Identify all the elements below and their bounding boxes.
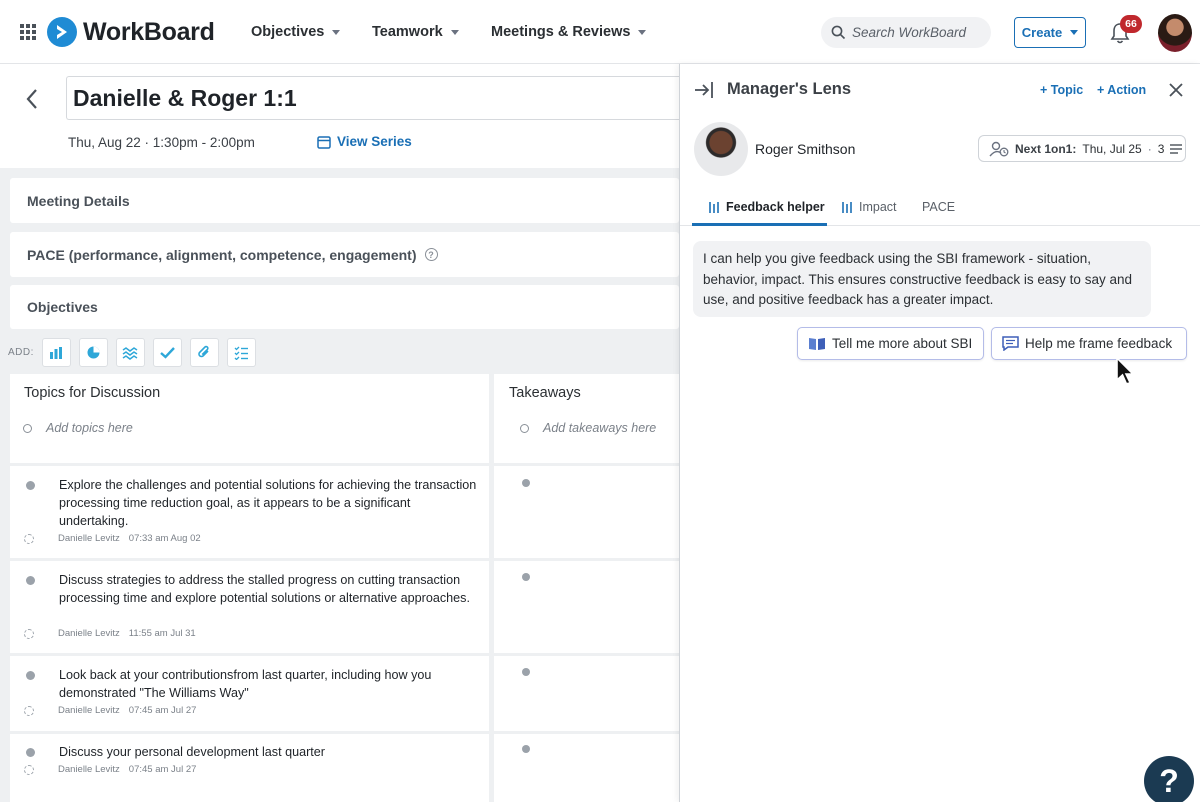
pie-chart-icon bbox=[86, 345, 101, 360]
divider bbox=[10, 463, 679, 466]
close-icon[interactable] bbox=[1169, 77, 1183, 103]
topic-author: Danielle Levitz bbox=[58, 628, 120, 639]
calendar-icon bbox=[317, 135, 331, 149]
meeting-main bbox=[0, 64, 679, 802]
tab-pace[interactable]: PACE bbox=[922, 200, 956, 214]
circle-icon bbox=[520, 424, 529, 433]
divider bbox=[10, 653, 679, 656]
sync-icon bbox=[24, 534, 34, 544]
nav-teamwork[interactable]: Teamwork bbox=[372, 24, 459, 40]
sliders-icon bbox=[841, 201, 853, 214]
meeting-datetime: Thu, Aug 22 · 1:30pm - 2:00pm bbox=[68, 135, 255, 150]
waves-icon bbox=[122, 346, 138, 360]
checkmark-icon bbox=[160, 346, 175, 359]
add-wave-button[interactable] bbox=[116, 338, 145, 367]
add-attachment-button[interactable] bbox=[190, 338, 219, 367]
takeaways-title: Takeaways bbox=[509, 385, 581, 401]
nav-objectives[interactable]: Objectives bbox=[251, 24, 340, 40]
meeting-details-section[interactable]: Meeting Details bbox=[10, 178, 679, 223]
bullet-icon bbox=[26, 748, 35, 757]
takeaway-bullet-icon bbox=[522, 479, 530, 487]
book-icon bbox=[808, 336, 826, 351]
help-button[interactable]: ? bbox=[1144, 756, 1194, 802]
topic-text: Explore the challenges and potential solutions for achieving the transaction processing time reduction goal, as it appears to be a significant undertaking. bbox=[59, 478, 477, 528]
topic-text: Discuss strategies to address the stalled progress on cutting transaction processing time and explore potential solutions or alternative approaches. bbox=[59, 573, 470, 605]
help-icon[interactable]: ? bbox=[425, 248, 438, 261]
next-count: 3 bbox=[1157, 141, 1165, 156]
topic-time: 11:55 am Jul 31 bbox=[128, 628, 196, 639]
add-label: ADD: bbox=[8, 347, 34, 358]
add-topic-input[interactable]: Add topics here bbox=[23, 421, 133, 435]
chevron-down-icon bbox=[638, 30, 646, 35]
user-avatar[interactable] bbox=[1158, 14, 1192, 52]
person-photo bbox=[694, 122, 748, 176]
bullet-icon bbox=[26, 481, 35, 490]
workboard-logo[interactable] bbox=[47, 17, 215, 47]
bullet-icon bbox=[26, 576, 35, 585]
view-series-link[interactable]: View Series bbox=[317, 134, 412, 149]
lens-tabs bbox=[680, 188, 1200, 226]
topic-author: Danielle Levitz bbox=[58, 533, 120, 544]
topic-author: Danielle Levitz bbox=[58, 764, 120, 775]
managers-lens-panel bbox=[679, 64, 1200, 802]
search-icon bbox=[831, 25, 846, 40]
back-arrow-icon[interactable] bbox=[25, 86, 39, 117]
topic-time: 07:45 am Jul 27 bbox=[128, 705, 197, 716]
takeaway-bullet-icon bbox=[522, 745, 530, 753]
help-frame-feedback-button[interactable]: Help me frame feedback bbox=[991, 327, 1187, 360]
topic-time: 07:33 am Aug 02 bbox=[128, 533, 201, 544]
workboard-logo-icon bbox=[47, 17, 77, 47]
active-tab-indicator bbox=[692, 223, 827, 226]
next-date: Thu, Jul 25 bbox=[1082, 141, 1142, 156]
person-clock-icon bbox=[989, 141, 1009, 157]
topic-item[interactable] bbox=[24, 571, 484, 651]
app-grid-icon[interactable] bbox=[20, 24, 36, 40]
circle-icon bbox=[23, 424, 32, 433]
chevron-down-icon bbox=[451, 30, 459, 35]
takeaway-bullet-icon bbox=[522, 668, 530, 676]
topics-title: Topics for Discussion bbox=[24, 385, 161, 401]
pace-section[interactable]: PACE (performance, alignment, competence, engagement) ? bbox=[10, 232, 679, 277]
topic-author: Danielle Levitz bbox=[58, 705, 120, 716]
bullet-icon bbox=[26, 671, 35, 680]
chevron-down-icon bbox=[1070, 30, 1078, 35]
add-takeaway-input[interactable]: Add takeaways here bbox=[520, 421, 656, 435]
search-box[interactable] bbox=[821, 17, 991, 48]
add-topic-button[interactable]: + Topic bbox=[1040, 83, 1084, 97]
next-label: Next 1on1: bbox=[1015, 141, 1077, 156]
add-pie-chart-button[interactable] bbox=[79, 338, 108, 367]
brand-name: WorkBoard bbox=[83, 17, 215, 46]
chat-icon bbox=[1002, 336, 1019, 351]
search-input[interactable] bbox=[852, 25, 982, 40]
topic-item[interactable] bbox=[24, 476, 484, 556]
top-nav-bar bbox=[0, 0, 1200, 64]
takeaways-panel bbox=[494, 374, 679, 802]
checklist-icon bbox=[234, 345, 249, 360]
tab-feedback-helper[interactable]: Feedback helper bbox=[708, 200, 825, 214]
list-icon bbox=[1170, 144, 1182, 154]
topic-time: 07:45 am Jul 27 bbox=[128, 764, 197, 775]
add-checklist-button[interactable] bbox=[227, 338, 256, 367]
sync-icon bbox=[24, 706, 34, 716]
sync-icon bbox=[24, 629, 34, 639]
tell-me-more-sbi-button[interactable]: Tell me more about SBI bbox=[797, 327, 984, 360]
takeaway-bullet-icon bbox=[522, 573, 530, 581]
next-1on1-pill[interactable]: Next 1on1: Thu, Jul 25 · 3 bbox=[978, 135, 1186, 162]
mouse-cursor-icon bbox=[1115, 356, 1137, 388]
tab-impact[interactable]: Impact bbox=[841, 200, 897, 214]
nav-meetings-reviews[interactable]: Meetings & Reviews bbox=[491, 24, 646, 40]
topic-item[interactable] bbox=[24, 743, 484, 793]
person-name: Roger Smithson bbox=[755, 141, 856, 157]
lens-title: Manager's Lens bbox=[727, 80, 852, 98]
topic-item[interactable] bbox=[24, 666, 484, 726]
meeting-title[interactable]: Danielle & Roger 1:1 bbox=[66, 76, 679, 120]
sync-icon bbox=[24, 765, 34, 775]
collapse-panel-icon[interactable] bbox=[694, 81, 714, 99]
topic-text: Look back at your contributionsfrom last quarter, including how you demonstrated "The Williams Way" bbox=[59, 668, 432, 700]
create-button[interactable]: Create bbox=[1014, 17, 1086, 48]
add-check-button[interactable] bbox=[153, 338, 182, 367]
bar-chart-icon bbox=[49, 346, 63, 360]
meeting-header bbox=[0, 64, 679, 168]
paperclip-icon bbox=[197, 345, 211, 360]
topic-text: Discuss your personal development last quarter bbox=[59, 745, 325, 759]
sliders-icon bbox=[708, 201, 720, 214]
divider bbox=[10, 731, 679, 734]
add-action-button[interactable]: + Action bbox=[1097, 83, 1147, 97]
add-toolbar bbox=[8, 338, 256, 367]
objectives-section[interactable]: Objectives bbox=[10, 285, 679, 329]
divider bbox=[10, 558, 679, 561]
notification-badge: 66 bbox=[1120, 15, 1142, 33]
chevron-down-icon bbox=[332, 30, 340, 35]
add-bar-chart-button[interactable] bbox=[42, 338, 71, 367]
assistant-message: I can help you give feedback using the SBI framework - situation, behavior, impact. This ensures constructive feedback is easy to say and use, and positive feedback has a greater impact. bbox=[693, 241, 1151, 317]
